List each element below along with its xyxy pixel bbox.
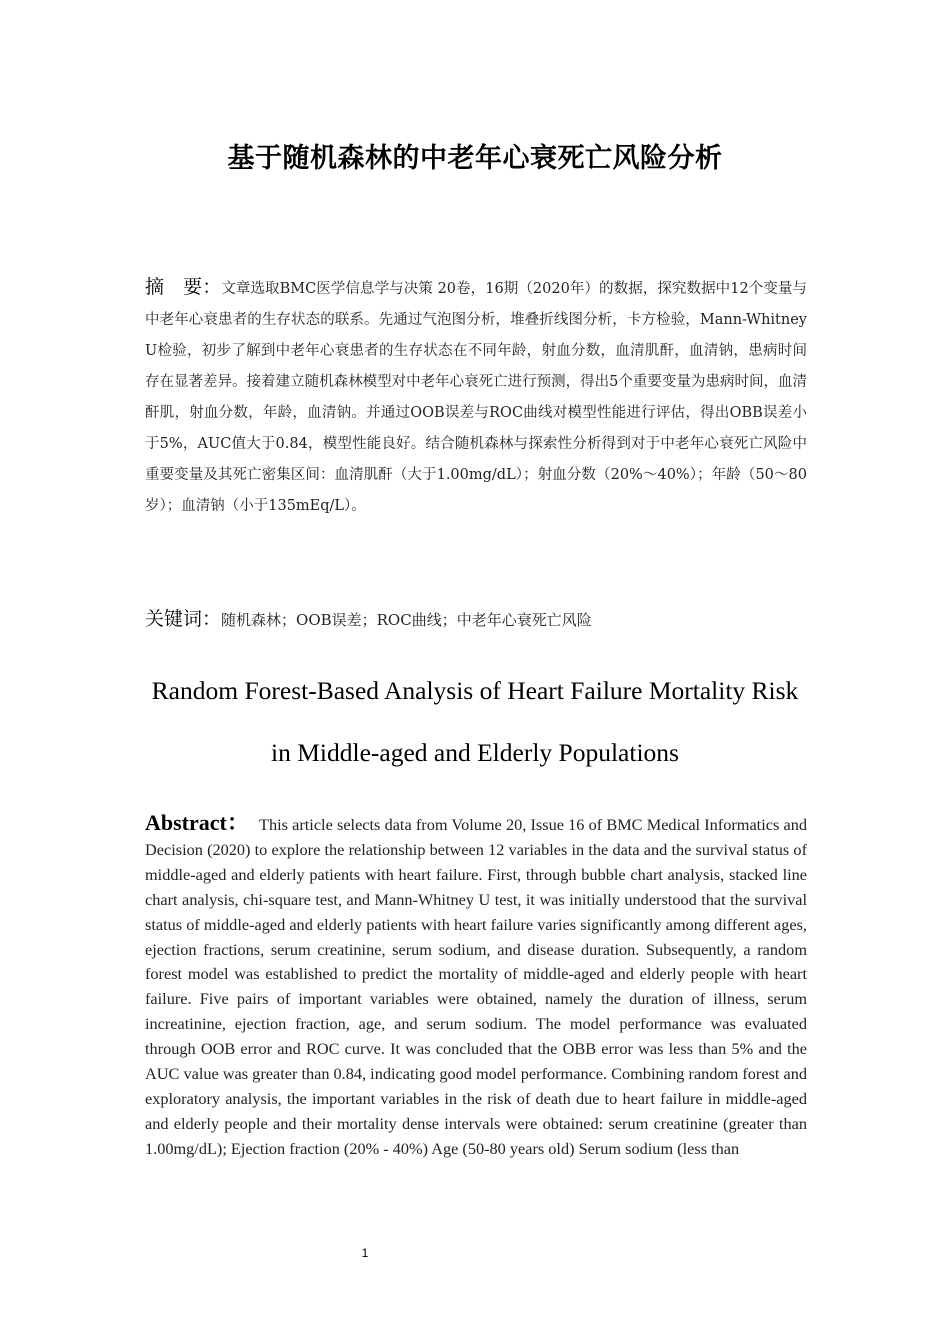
chinese-keywords-label: 关键词：: [145, 608, 222, 630]
page-number: 1: [361, 1246, 369, 1260]
english-abstract-text: This article selects data from Volume 20, Issue 16 of BMC Medical Informatics and Decision (2020) to explore the relationship between 12 variables in the data and the survival status of middle-aged and elderly patients with heart failure. First, through bubble chart analysis, stacked line chart analysis, chi-square test, and Mann-Whitney U test, it was initially understood that the survival status of middle-aged and elderly patients with heart failure varies significantly among different ages, ejection fractions, serum creatinine, serum sodium, and disease duration. Subsequently, a random forest model was established to predict the mortality of middle-aged and elderly people with heart failure. Five pairs of important variables were obtained, namely the duration of illness, serum increatinine, ejection fraction, age, and serum sodium. The model performance was evaluated through OOB error and ROC curve. It was concluded that the OBB error was less than 5% and the AUC value was greater than 0.84, indicating good model performance. Combining random forest and exploratory analysis, the important variables in the risk of death due to heart failure in middle-aged and elderly people and their mortality dense intervals were obtained: serum creatinine (greater than 1.00mg/dL); Ejection fraction (20% - 40%) Age (50-80 years old) Serum sodium (less than: [145, 815, 807, 1158]
chinese-abstract-text: 文章选取BMC医学信息学与决策 20卷，16期（2020年）的数据，探究数据中12个变量与中老年心衰患者的生存状态的联系。先通过气泡图分析，堆叠折线图分析，卡方检验，Mann-Whitney U检验，初步了解到中老年心衰患者的生存状态在不同年龄，射血分数，血清肌酐，血清钠，患病时间存在显著差异。接着建立随机森林模型对中老年心衰死亡进行预测，得出5个重要变量为患病时间，血清酐肌，射血分数，年龄，血清钠。并通过OOB误差与ROC曲线对模型性能进行评估，得出OBB误差小于5%，AUC值大于0.84，模型性能良好。结合随机森林与探索性分析得到对于中老年心衰死亡风险中重要变量及其死亡密集区间：血清肌酐（大于1.00mg/dL）；射血分数（20%～40%）；年龄（50～80岁）；血清钠（小于135mEq/L）。: [145, 281, 807, 514]
english-abstract: [145, 796, 807, 1210]
english-abstract-label: Abstract：: [145, 810, 250, 835]
english-title-line-1: Random Forest-Based Analysis of Heart Failure Mortality Risk: [151, 676, 799, 705]
chinese-abstract-label: 摘 要：: [145, 276, 222, 298]
chinese-title: 基于随机森林的中老年心衰死亡风险分析: [227, 143, 723, 174]
chinese-abstract: [145, 272, 807, 522]
chinese-keywords: [145, 603, 807, 636]
chinese-keywords-text: 随机森林；OOB误差；ROC曲线；中老年心衰死亡风险: [221, 611, 592, 629]
english-title-line-2: in Middle-aged and Elderly Populations: [271, 738, 679, 767]
